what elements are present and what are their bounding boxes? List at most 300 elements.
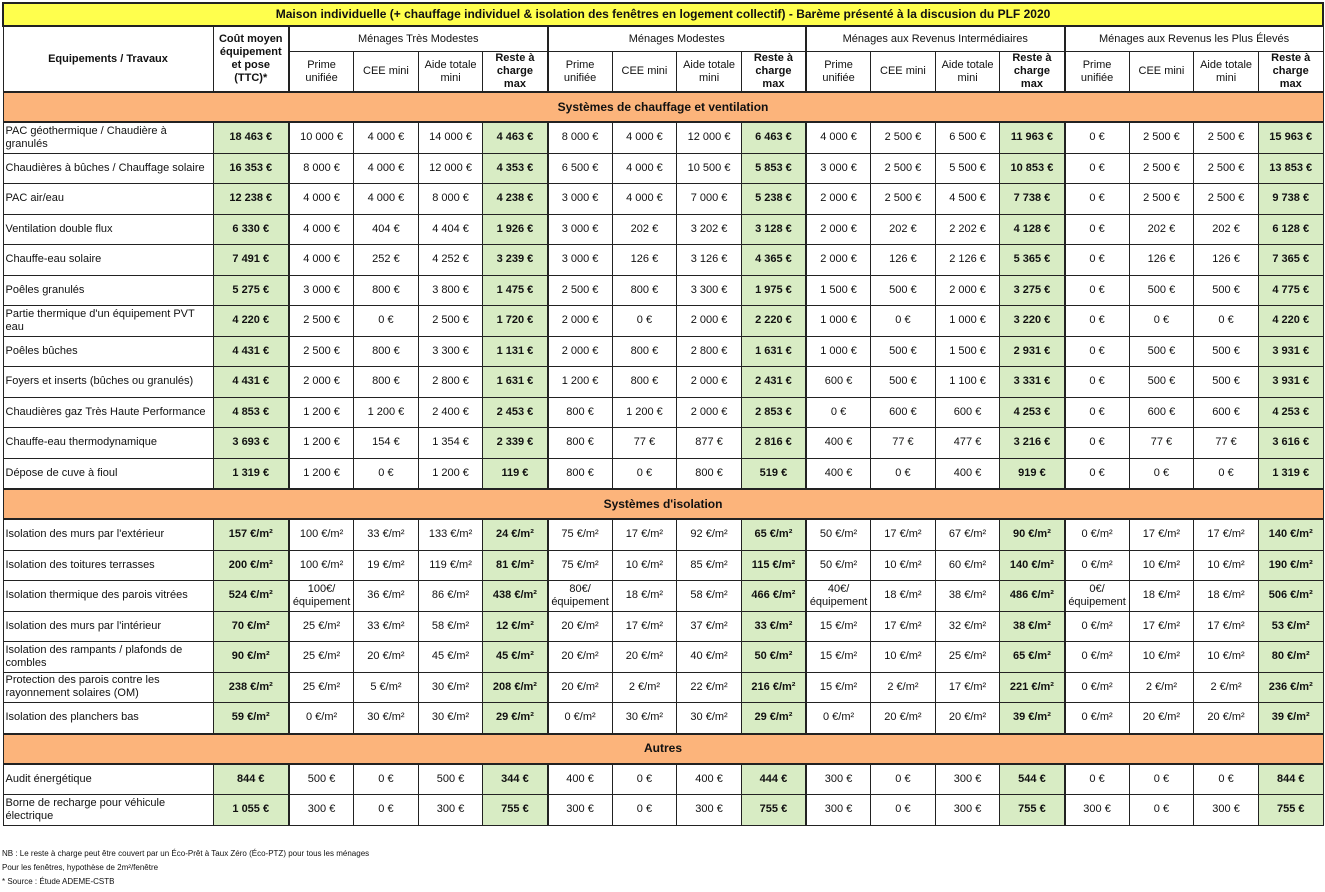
cell-prime-unifiee: 0 € — [1065, 184, 1130, 215]
cell-prime-unifiee: 0 € — [1065, 428, 1130, 459]
cell-aide-totale-mini: 2 500 € — [418, 306, 483, 337]
cell-cee-mini: 2 500 € — [871, 153, 936, 184]
cell-cee-mini: 600 € — [871, 397, 936, 428]
cell-prime-unifiee: 2 000 € — [806, 184, 871, 215]
cell-cee-mini: 17 €/m² — [1129, 611, 1194, 642]
row-label: PAC air/eau — [3, 184, 213, 215]
cell-reste-a-charge-max: 2 220 € — [741, 306, 806, 337]
cell-cee-mini: 5 €/m² — [354, 672, 419, 703]
cell-prime-unifiee: 50 €/m² — [806, 550, 871, 581]
row-cout-moyen: 59 €/m² — [213, 703, 289, 734]
cell-prime-unifiee: 100€/équipement — [289, 581, 354, 612]
cell-cee-mini: 0 € — [612, 458, 677, 489]
cell-prime-unifiee: 8 000 € — [289, 153, 354, 184]
cell-cee-mini: 2 €/m² — [871, 672, 936, 703]
subheader-reste-a-charge-max: Reste à charge max — [1258, 52, 1323, 93]
cell-prime-unifiee: 300 € — [1065, 795, 1130, 826]
cell-aide-totale-mini: 6 500 € — [935, 122, 1000, 153]
cell-prime-unifiee: 75 €/m² — [548, 519, 613, 550]
cell-prime-unifiee: 400 € — [548, 764, 613, 795]
row-cout-moyen: 5 275 € — [213, 275, 289, 306]
row-cout-moyen: 70 €/m² — [213, 611, 289, 642]
cell-reste-a-charge-max: 208 €/m² — [483, 672, 548, 703]
cell-aide-totale-mini: 10 500 € — [677, 153, 742, 184]
table-row — [3, 122, 1323, 153]
cell-aide-totale-mini: 14 000 € — [418, 122, 483, 153]
cell-prime-unifiee: 40€/équipement — [806, 581, 871, 612]
cell-aide-totale-mini: 2 800 € — [677, 336, 742, 367]
subheader-aide-totale-mini: Aide totale mini — [1194, 52, 1259, 93]
cell-aide-totale-mini: 119 €/m² — [418, 550, 483, 581]
cell-aide-totale-mini: 500 € — [1194, 275, 1259, 306]
cell-reste-a-charge-max: 506 €/m² — [1258, 581, 1323, 612]
footnote-fenetres: Pour les fenêtres, hypothèse de 2m²/fenêtre — [2, 863, 159, 872]
cell-prime-unifiee: 100 €/m² — [289, 550, 354, 581]
cell-reste-a-charge-max: 10 853 € — [1000, 153, 1065, 184]
cell-aide-totale-mini: 2 €/m² — [1194, 672, 1259, 703]
cell-cee-mini: 10 €/m² — [1129, 550, 1194, 581]
cell-prime-unifiee: 20 €/m² — [548, 672, 613, 703]
table-row — [3, 703, 1323, 734]
cell-cee-mini: 0 € — [871, 306, 936, 337]
cell-prime-unifiee: 300 € — [548, 795, 613, 826]
cell-prime-unifiee: 25 €/m² — [289, 642, 354, 673]
cell-cee-mini: 2 €/m² — [1129, 672, 1194, 703]
cell-prime-unifiee: 20 €/m² — [548, 642, 613, 673]
cell-prime-unifiee: 3 000 € — [548, 214, 613, 245]
cell-cee-mini: 0 € — [354, 795, 419, 826]
cell-reste-a-charge-max: 344 € — [483, 764, 548, 795]
cell-prime-unifiee: 4 000 € — [806, 122, 871, 153]
cell-aide-totale-mini: 2 400 € — [418, 397, 483, 428]
table-title: Maison individuelle (+ chauffage individuel & isolation des fenêtres en logement collectif) - Barème présenté à la discusion du PLF 2020 — [3, 3, 1323, 26]
table-row — [3, 764, 1323, 795]
cell-prime-unifiee: 0 € — [1065, 245, 1130, 276]
cell-reste-a-charge-max: 12 €/m² — [483, 611, 548, 642]
cell-aide-totale-mini: 202 € — [1194, 214, 1259, 245]
cell-aide-totale-mini: 1 200 € — [418, 458, 483, 489]
cell-reste-a-charge-max: 2 853 € — [741, 397, 806, 428]
cell-prime-unifiee: 800 € — [548, 397, 613, 428]
cell-aide-totale-mini: 3 800 € — [418, 275, 483, 306]
cell-cee-mini: 0 € — [871, 458, 936, 489]
cell-reste-a-charge-max: 1 975 € — [741, 275, 806, 306]
section-title: Autres — [3, 734, 1323, 764]
cell-reste-a-charge-max: 3 616 € — [1258, 428, 1323, 459]
subheader-prime-unifiee: Prime unifiée — [806, 52, 871, 93]
cell-aide-totale-mini: 300 € — [418, 795, 483, 826]
row-label: Protection des parois contre les rayonnement solaires (OM) — [3, 672, 213, 703]
cell-prime-unifiee: 2 000 € — [548, 306, 613, 337]
cell-aide-totale-mini: 77 € — [1194, 428, 1259, 459]
cell-prime-unifiee: 600 € — [806, 367, 871, 398]
cell-prime-unifiee: 1 000 € — [806, 336, 871, 367]
cell-reste-a-charge-max: 544 € — [1000, 764, 1065, 795]
row-label: Chaudières gaz Très Haute Performance — [3, 397, 213, 428]
cell-prime-unifiee: 2 500 € — [289, 336, 354, 367]
cell-aide-totale-mini: 3 202 € — [677, 214, 742, 245]
cell-prime-unifiee: 0 € — [1065, 214, 1130, 245]
row-label: Poêles granulés — [3, 275, 213, 306]
cell-cee-mini: 600 € — [1129, 397, 1194, 428]
cell-prime-unifiee: 75 €/m² — [548, 550, 613, 581]
section-title: Systèmes de chauffage et ventilation — [3, 92, 1323, 122]
cell-aide-totale-mini: 400 € — [935, 458, 1000, 489]
cell-aide-totale-mini: 10 €/m² — [1194, 642, 1259, 673]
cell-prime-unifiee: 0 €/m² — [1065, 703, 1130, 734]
cell-prime-unifiee: 1 200 € — [289, 428, 354, 459]
cell-prime-unifiee: 0 €/m² — [1065, 642, 1130, 673]
cell-aide-totale-mini: 86 €/m² — [418, 581, 483, 612]
cell-cee-mini: 4 000 € — [354, 153, 419, 184]
cell-cee-mini: 500 € — [1129, 367, 1194, 398]
cell-cee-mini: 4 000 € — [612, 184, 677, 215]
cell-prime-unifiee: 3 000 € — [548, 184, 613, 215]
table-row — [3, 428, 1323, 459]
table-row — [3, 336, 1323, 367]
cell-prime-unifiee: 1 500 € — [806, 275, 871, 306]
row-cout-moyen: 4 220 € — [213, 306, 289, 337]
cell-reste-a-charge-max: 4 238 € — [483, 184, 548, 215]
cell-aide-totale-mini: 300 € — [935, 764, 1000, 795]
cell-reste-a-charge-max: 438 €/m² — [483, 581, 548, 612]
cell-prime-unifiee: 1 200 € — [289, 397, 354, 428]
cell-aide-totale-mini: 92 €/m² — [677, 519, 742, 550]
table-row — [3, 184, 1323, 215]
cell-prime-unifiee: 6 500 € — [548, 153, 613, 184]
cell-aide-totale-mini: 300 € — [1194, 795, 1259, 826]
cell-reste-a-charge-max: 3 275 € — [1000, 275, 1065, 306]
cell-prime-unifiee: 0 € — [1065, 306, 1130, 337]
table-row — [3, 275, 1323, 306]
cell-prime-unifiee: 15 €/m² — [806, 672, 871, 703]
table-row — [3, 214, 1323, 245]
cell-prime-unifiee: 3 000 € — [548, 245, 613, 276]
cell-reste-a-charge-max: 2 453 € — [483, 397, 548, 428]
table-row — [3, 672, 1323, 703]
cell-reste-a-charge-max: 115 €/m² — [741, 550, 806, 581]
cell-cee-mini: 800 € — [354, 336, 419, 367]
cell-aide-totale-mini: 37 €/m² — [677, 611, 742, 642]
cell-aide-totale-mini: 40 €/m² — [677, 642, 742, 673]
subheader-reste-a-charge-max: Reste à charge max — [1000, 52, 1065, 93]
cell-aide-totale-mini: 2 500 € — [1194, 184, 1259, 215]
cell-aide-totale-mini: 30 €/m² — [677, 703, 742, 734]
table-row — [3, 245, 1323, 276]
cell-cee-mini: 77 € — [612, 428, 677, 459]
cell-cee-mini: 10 €/m² — [1129, 642, 1194, 673]
bareme-table — [2, 2, 1324, 826]
cell-cee-mini: 18 €/m² — [871, 581, 936, 612]
cell-prime-unifiee: 3 000 € — [289, 275, 354, 306]
cell-cee-mini: 2 €/m² — [612, 672, 677, 703]
cell-cee-mini: 2 500 € — [1129, 153, 1194, 184]
row-label: Chaudières à bûches / Chauffage solaire — [3, 153, 213, 184]
cell-prime-unifiee: 4 000 € — [289, 214, 354, 245]
row-label: Chauffe-eau thermodynamique — [3, 428, 213, 459]
cell-cee-mini: 0 € — [1129, 764, 1194, 795]
table-row — [3, 306, 1323, 337]
cell-reste-a-charge-max: 7 365 € — [1258, 245, 1323, 276]
row-label: Isolation thermique des parois vitrées — [3, 581, 213, 612]
cell-aide-totale-mini: 5 500 € — [935, 153, 1000, 184]
cell-prime-unifiee: 1 200 € — [289, 458, 354, 489]
cell-cee-mini: 1 200 € — [354, 397, 419, 428]
cell-cee-mini: 800 € — [354, 367, 419, 398]
cell-prime-unifiee: 0 € — [1065, 153, 1130, 184]
cell-aide-totale-mini: 8 000 € — [418, 184, 483, 215]
cell-aide-totale-mini: 600 € — [935, 397, 1000, 428]
cell-cee-mini: 800 € — [612, 367, 677, 398]
cell-reste-a-charge-max: 39 €/m² — [1000, 703, 1065, 734]
cell-reste-a-charge-max: 65 €/m² — [741, 519, 806, 550]
cell-cee-mini: 18 €/m² — [1129, 581, 1194, 612]
cell-reste-a-charge-max: 15 963 € — [1258, 122, 1323, 153]
row-label: Chauffe-eau solaire — [3, 245, 213, 276]
cell-reste-a-charge-max: 755 € — [483, 795, 548, 826]
cell-cee-mini: 2 500 € — [871, 184, 936, 215]
cell-aide-totale-mini: 300 € — [935, 795, 1000, 826]
cell-reste-a-charge-max: 6 128 € — [1258, 214, 1323, 245]
cell-reste-a-charge-max: 6 463 € — [741, 122, 806, 153]
cell-reste-a-charge-max: 1 631 € — [741, 336, 806, 367]
cell-cee-mini: 500 € — [1129, 336, 1194, 367]
cell-reste-a-charge-max: 13 853 € — [1258, 153, 1323, 184]
cell-cee-mini: 20 €/m² — [1129, 703, 1194, 734]
table-row — [3, 153, 1323, 184]
cell-cee-mini: 404 € — [354, 214, 419, 245]
cell-aide-totale-mini: 2 800 € — [418, 367, 483, 398]
cell-cee-mini: 252 € — [354, 245, 419, 276]
cell-prime-unifiee: 0 €/m² — [1065, 611, 1130, 642]
cell-reste-a-charge-max: 466 €/m² — [741, 581, 806, 612]
cell-prime-unifiee: 1 000 € — [806, 306, 871, 337]
header-group-intermediaires: Ménages aux Revenus Intermédiaires — [806, 26, 1065, 52]
cell-aide-totale-mini: 3 300 € — [418, 336, 483, 367]
subheader-prime-unifiee: Prime unifiée — [1065, 52, 1130, 93]
cell-reste-a-charge-max: 919 € — [1000, 458, 1065, 489]
cell-reste-a-charge-max: 2 816 € — [741, 428, 806, 459]
cell-cee-mini: 1 200 € — [612, 397, 677, 428]
cell-prime-unifiee: 0 € — [1065, 764, 1130, 795]
cell-aide-totale-mini: 4 500 € — [935, 184, 1000, 215]
cell-cee-mini: 4 000 € — [354, 184, 419, 215]
cell-prime-unifiee: 2 000 € — [806, 245, 871, 276]
cell-cee-mini: 17 €/m² — [871, 611, 936, 642]
cell-reste-a-charge-max: 5 853 € — [741, 153, 806, 184]
cell-aide-totale-mini: 126 € — [1194, 245, 1259, 276]
cell-cee-mini: 10 €/m² — [612, 550, 677, 581]
row-label: Foyers et inserts (bûches ou granulés) — [3, 367, 213, 398]
cell-cee-mini: 202 € — [1129, 214, 1194, 245]
cell-aide-totale-mini: 18 €/m² — [1194, 581, 1259, 612]
cell-cee-mini: 0 € — [1129, 458, 1194, 489]
table-title-row — [3, 3, 1323, 26]
cell-aide-totale-mini: 60 €/m² — [935, 550, 1000, 581]
cell-aide-totale-mini: 17 €/m² — [935, 672, 1000, 703]
cell-reste-a-charge-max: 2 431 € — [741, 367, 806, 398]
cell-cee-mini: 500 € — [871, 336, 936, 367]
header-group-modestes: Ménages Modestes — [548, 26, 807, 52]
cell-aide-totale-mini: 1 100 € — [935, 367, 1000, 398]
cell-cee-mini: 0 € — [612, 764, 677, 795]
cell-reste-a-charge-max: 4 128 € — [1000, 214, 1065, 245]
cell-aide-totale-mini: 2 126 € — [935, 245, 1000, 276]
cell-prime-unifiee: 0 € — [1065, 275, 1130, 306]
cell-aide-totale-mini: 2 202 € — [935, 214, 1000, 245]
row-cout-moyen: 200 €/m² — [213, 550, 289, 581]
cell-reste-a-charge-max: 50 €/m² — [741, 642, 806, 673]
cell-aide-totale-mini: 38 €/m² — [935, 581, 1000, 612]
table-row — [3, 611, 1323, 642]
cell-aide-totale-mini: 25 €/m² — [935, 642, 1000, 673]
cell-aide-totale-mini: 3 300 € — [677, 275, 742, 306]
cell-aide-totale-mini: 2 000 € — [677, 397, 742, 428]
subheader-prime-unifiee: Prime unifiée — [548, 52, 613, 93]
cell-prime-unifiee: 2 000 € — [289, 367, 354, 398]
subheader-aide-totale-mini: Aide totale mini — [677, 52, 742, 93]
cell-prime-unifiee: 0 € — [1065, 458, 1130, 489]
section-title: Systèmes d'isolation — [3, 489, 1323, 519]
row-label: Audit énergétique — [3, 764, 213, 795]
cell-aide-totale-mini: 22 €/m² — [677, 672, 742, 703]
cell-cee-mini: 20 €/m² — [354, 642, 419, 673]
cell-reste-a-charge-max: 90 €/m² — [1000, 519, 1065, 550]
section-header-row — [3, 92, 1323, 122]
cell-prime-unifiee: 0 €/m² — [548, 703, 613, 734]
cell-cee-mini: 800 € — [612, 336, 677, 367]
cell-reste-a-charge-max: 65 €/m² — [1000, 642, 1065, 673]
table-row — [3, 367, 1323, 398]
header-cout-moyen: Coût moyen équipement et pose (TTC)* — [213, 26, 289, 92]
row-label: Isolation des murs par l'extérieur — [3, 519, 213, 550]
cell-prime-unifiee: 400 € — [806, 458, 871, 489]
cell-cee-mini: 126 € — [612, 245, 677, 276]
row-cout-moyen: 4 431 € — [213, 336, 289, 367]
cell-reste-a-charge-max: 3 220 € — [1000, 306, 1065, 337]
cell-reste-a-charge-max: 119 € — [483, 458, 548, 489]
cell-prime-unifiee: 300 € — [806, 795, 871, 826]
cell-prime-unifiee: 15 €/m² — [806, 642, 871, 673]
cell-reste-a-charge-max: 2 339 € — [483, 428, 548, 459]
cell-cee-mini: 2 500 € — [1129, 122, 1194, 153]
cell-cee-mini: 0 € — [871, 764, 936, 795]
cell-cee-mini: 4 000 € — [612, 153, 677, 184]
cell-prime-unifiee: 1 200 € — [548, 367, 613, 398]
row-label: Ventilation double flux — [3, 214, 213, 245]
header-group-plus-eleves: Ménages aux Revenus les Plus Élevés — [1065, 26, 1324, 52]
cell-cee-mini: 36 €/m² — [354, 581, 419, 612]
cell-prime-unifiee: 800 € — [548, 458, 613, 489]
cell-aide-totale-mini: 2 500 € — [1194, 153, 1259, 184]
row-label: Isolation des rampants / plafonds de combles — [3, 642, 213, 673]
cell-aide-totale-mini: 20 €/m² — [935, 703, 1000, 734]
cell-prime-unifiee: 15 €/m² — [806, 611, 871, 642]
cell-aide-totale-mini: 400 € — [677, 764, 742, 795]
cell-aide-totale-mini: 800 € — [677, 458, 742, 489]
cell-aide-totale-mini: 3 126 € — [677, 245, 742, 276]
cell-reste-a-charge-max: 190 €/m² — [1258, 550, 1323, 581]
subheader-cee-mini: CEE mini — [871, 52, 936, 93]
cell-prime-unifiee: 500 € — [289, 764, 354, 795]
cell-cee-mini: 0 € — [612, 795, 677, 826]
cell-reste-a-charge-max: 4 253 € — [1258, 397, 1323, 428]
row-cout-moyen: 7 491 € — [213, 245, 289, 276]
cell-reste-a-charge-max: 1 720 € — [483, 306, 548, 337]
cell-cee-mini: 77 € — [871, 428, 936, 459]
cell-cee-mini: 4 000 € — [612, 122, 677, 153]
cell-prime-unifiee: 0 € — [806, 397, 871, 428]
cell-aide-totale-mini: 2 000 € — [677, 306, 742, 337]
row-label: Borne de recharge pour véhicule électrique — [3, 795, 213, 826]
cell-reste-a-charge-max: 221 €/m² — [1000, 672, 1065, 703]
cell-prime-unifiee: 8 000 € — [548, 122, 613, 153]
row-cout-moyen: 524 €/m² — [213, 581, 289, 612]
section-header-row — [3, 734, 1323, 764]
cell-reste-a-charge-max: 140 €/m² — [1258, 519, 1323, 550]
subheader-reste-a-charge-max: Reste à charge max — [741, 52, 806, 93]
cell-aide-totale-mini: 7 000 € — [677, 184, 742, 215]
cell-cee-mini: 0 € — [354, 306, 419, 337]
cell-aide-totale-mini: 58 €/m² — [677, 581, 742, 612]
subheader-cee-mini: CEE mini — [354, 52, 419, 93]
footnote-source: * Source : Étude ADEME-CSTB — [2, 877, 115, 886]
cell-aide-totale-mini: 17 €/m² — [1194, 611, 1259, 642]
cell-reste-a-charge-max: 3 331 € — [1000, 367, 1065, 398]
section-header-row — [3, 489, 1323, 519]
cell-aide-totale-mini: 2 000 € — [677, 367, 742, 398]
cell-reste-a-charge-max: 755 € — [1258, 795, 1323, 826]
cell-reste-a-charge-max: 5 365 € — [1000, 245, 1065, 276]
cell-aide-totale-mini: 133 €/m² — [418, 519, 483, 550]
cell-aide-totale-mini: 477 € — [935, 428, 1000, 459]
table-row — [3, 795, 1323, 826]
cell-cee-mini: 800 € — [354, 275, 419, 306]
cell-cee-mini: 33 €/m² — [354, 611, 419, 642]
cell-prime-unifiee: 80€/équipement — [548, 581, 613, 612]
cell-prime-unifiee: 0 € — [1065, 367, 1130, 398]
cell-aide-totale-mini: 1 354 € — [418, 428, 483, 459]
cell-reste-a-charge-max: 1 631 € — [483, 367, 548, 398]
subheader-aide-totale-mini: Aide totale mini — [418, 52, 483, 93]
row-label: Isolation des planchers bas — [3, 703, 213, 734]
cell-reste-a-charge-max: 24 €/m² — [483, 519, 548, 550]
cell-prime-unifiee: 25 €/m² — [289, 611, 354, 642]
header-row-groups — [3, 26, 1323, 52]
cell-cee-mini: 126 € — [871, 245, 936, 276]
cell-reste-a-charge-max: 4 463 € — [483, 122, 548, 153]
cell-reste-a-charge-max: 1 319 € — [1258, 458, 1323, 489]
cell-cee-mini: 202 € — [612, 214, 677, 245]
table-row — [3, 550, 1323, 581]
row-cout-moyen: 238 €/m² — [213, 672, 289, 703]
cell-prime-unifiee: 20 €/m² — [548, 611, 613, 642]
cell-cee-mini: 20 €/m² — [612, 642, 677, 673]
cell-reste-a-charge-max: 1 131 € — [483, 336, 548, 367]
table-row — [3, 458, 1323, 489]
row-cout-moyen: 3 693 € — [213, 428, 289, 459]
cell-aide-totale-mini: 4 404 € — [418, 214, 483, 245]
cell-aide-totale-mini: 4 252 € — [418, 245, 483, 276]
cell-reste-a-charge-max: 80 €/m² — [1258, 642, 1323, 673]
cell-cee-mini: 20 €/m² — [871, 703, 936, 734]
cell-reste-a-charge-max: 53 €/m² — [1258, 611, 1323, 642]
subheader-cee-mini: CEE mini — [612, 52, 677, 93]
cell-prime-unifiee: 4 000 € — [289, 184, 354, 215]
cell-prime-unifiee: 2 000 € — [548, 336, 613, 367]
cell-prime-unifiee: 0 €/m² — [1065, 519, 1130, 550]
cell-prime-unifiee: 0€/équipement — [1065, 581, 1130, 612]
